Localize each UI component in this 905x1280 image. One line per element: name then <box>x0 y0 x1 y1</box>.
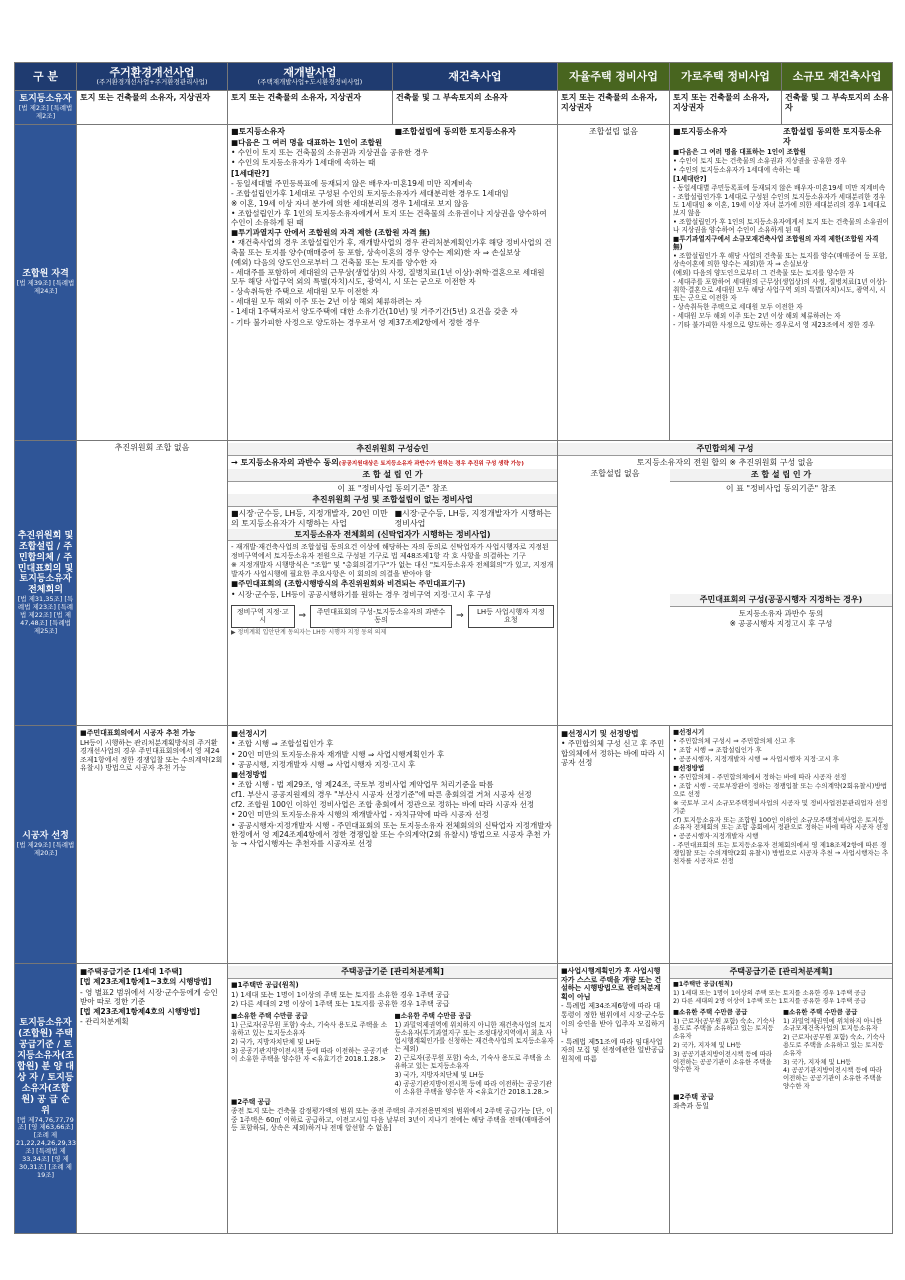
text-line: • 조합 시행 ⇒ 조합설립인가 후 <box>231 739 334 749</box>
supply-c23 <box>228 964 558 1234</box>
text-line: - 상속취득한 주택으로 세대원 모두 이전한 자 <box>673 303 803 312</box>
supply-t23r-list <box>395 1011 555 1097</box>
member-c6h: 조합설립 동의한 토지등소유자 <box>783 127 882 147</box>
text-line: ■투기과열지구에서 소규모재건축사업 조합원의 자격 제한(조합원 자격 無) <box>673 235 879 252</box>
text-line: [1세대란?] <box>231 168 270 178</box>
text-line: 토지등소유자 과반수 동의 <box>738 609 824 619</box>
text-line: 2) 다른 세대의 2명 이상이 1주택 또는 1토지를 공유한 경우 1주택 공급 <box>673 998 867 1006</box>
text-line: 2) 근로자(공무원 포함) 숙소, 기숙사 용도로 주택을 소유하고 있는 토지등소유자 <box>783 1033 885 1057</box>
text-line: • 주민합의체 - 주민합의체에서 정하는 바에 따라 시공자 선정 <box>673 772 847 781</box>
text-line: (예외) 다음의 양도인으로부터 그 건축물 또는 토지를 양수한 자 <box>673 269 855 278</box>
text-line: - 동일세대별 주민등록표에 등재되지 않은 배우자·미혼19세 미만 직계비속 <box>673 183 886 192</box>
member-c5h: ■토지등소유자 <box>673 127 727 137</box>
supply-c4-list <box>558 964 670 1234</box>
text-line: • 20인 미만의 토지등소유자 재개발 시행 ⇒ 사업시행계획인가 후 <box>231 749 445 759</box>
supply-t23a-list <box>231 981 554 1009</box>
text-line: ■선정시기 <box>673 728 705 737</box>
member-row <box>15 125 893 441</box>
text-line: ■선정방법 <box>673 764 705 773</box>
text-line: ■1주택만 공급(원칙) <box>673 981 733 989</box>
text-line: ■주택공급기준 [1세대 1주택] <box>80 967 183 977</box>
text-line: • 수인의 토지등소유자가 1세대에 속하는 때 <box>673 165 800 174</box>
promo-t2d-list <box>231 543 554 578</box>
flow-arrow-icon: ⇒ <box>456 610 464 621</box>
constructor-row <box>15 726 893 964</box>
text-line: 1) 과밀억제권역에 위치하지 아니한 소규모재건축사업의 토지등소유자 <box>783 1016 883 1033</box>
text-line: ※ 지정개발자 시행방식은 "조합" 및 "총회의결기구"가 없는 대신 "토지등소유자 전체회의"가 있고, 지정개발자가 사업시행에 필요한 주요사항은 이 회의의 의결을 받아야 함 <box>231 561 554 578</box>
text-line: • 공공시행자·지정개발자 시행 <box>673 832 759 841</box>
promo-h2c: 추진위원회 구성 및 조합설립이 없는 정비사업 <box>228 494 557 507</box>
text-line: • 조합 시행 - 국토부장관이 정하는 경쟁입찰 또는 수의계약(2회유찰시)방법으로 선정 <box>673 781 888 798</box>
flow-note: ▶ 정비계획 입안단계 동의자는 LH등 시행자 지정 동의 의제 <box>231 628 387 636</box>
text-line: • 조합설립인가 후 해당 사업의 건축물 또는 토지를 양수(매매증여 등 포함, 상속이혼에 의한 양수는 제외)한 자 ⇒ 손실보상 <box>673 252 888 269</box>
text-line: - 세대주를 포함하여 세대원의 근무상(생업상)의 사정, 질병치료(1년 이상)·취학·결혼으로 세대원 모두 해당 사업구역 외의 특별(자치)시도, 광역시, 시 또는 군으로 이전한 자 <box>231 267 545 287</box>
promo-h2d: 토지등소유자 전체회의 (신탁업자가 시행하는 정비사업) <box>228 529 557 542</box>
promo-t23b: 이 표 "정비사업 동의기준" 참조 <box>337 483 448 493</box>
text-line: 3) 공공기관지방이전시책 등에 따라 이전하는 공공기관이 소유한 주택을 양수한 자 <유효기간 2018.1.28.> <box>231 1046 389 1063</box>
member-c4: 조합설립 없음 <box>558 125 670 441</box>
promo-h456: 주민합의체 구성 <box>558 443 892 456</box>
text-line: 종전 토지 또는 건축물 감정평가액의 범위 또는 종전 주택의 주거전용면적의 범위에서 2주택 공급가능 [단, 이 중 1주택은 60㎡ 이하로 공급하고, 이전고시일 다음 날부터 3년이 지나기 전에는 해당 주택을 전매(매매증여 등 포함하되, 상속은 제외)하거나 전매 알선할 수 없음] <box>231 1107 553 1132</box>
text-line: [법 제23조제1항제1~3호의 시행방법] <box>80 977 212 987</box>
supply-t56l-list <box>673 1008 779 1092</box>
text-line: ■다음은 그 여러 명을 대표하는 1인이 조합원 <box>231 138 383 148</box>
text-line: - 영 별표2 범위에서 시장·군수등에게 승인받아 따로 정한 기준 <box>80 987 218 1006</box>
text-line: ■주민대표회의에서 시공자 추천 가능 <box>80 729 196 738</box>
corner-header: 구 분 <box>15 63 77 91</box>
header-row <box>15 63 893 91</box>
flow-step-3: LH등 사업시행자 지정 요청 <box>468 605 554 628</box>
text-line: ■소유한 주택 수만큼 공급 <box>394 1011 472 1020</box>
text-line: 1) 근로자(공무원 포함) 숙소, 기숙사 용도로 주택을 소유하고 있는 토지등소유자 <box>673 1016 775 1041</box>
supply-t23b-list <box>231 1098 554 1132</box>
promo-row <box>15 441 893 726</box>
member-c56 <box>670 125 893 441</box>
flow-step-2: 주민대표회의 구성-토지등소유자의 과반수 동의 <box>310 605 452 628</box>
promo-c1: 추진위원회 조합 없음 <box>77 441 228 726</box>
text-line: ■2주택 공급 <box>231 1097 271 1106</box>
text-line: cf) 토지등소유자 또는 조합원 100인 이하인 소규모주택정비사업은 토지등소유자 전체회의 또는 조합 총회에서 정관으로 정하는 바에 따라 시공자 선정 <box>673 815 889 832</box>
owner-c3: 건축물 및 그 부속토지의 소유자 <box>393 91 558 125</box>
text-line: 1) 1세대 또는 1명이 1이상의 주택 또는 토지를 소유한 경우 1주택 공급 <box>231 990 450 999</box>
comparison-table <box>14 62 893 1234</box>
text-line: 2) 국가, 지자체 및 LH등 <box>673 1041 742 1050</box>
constructor-c4-list <box>558 726 670 964</box>
supply-t56r-list <box>783 1008 889 1092</box>
text-line: - 기타 불가피한 사정으로 양도하는 경우로서 영 제23조에서 정한 경우 <box>673 321 875 330</box>
row-label-member: 조합원 자격 [법 제39조] [특례법 제24조] <box>15 125 77 441</box>
text-line: - 특례법 제34조제6항에 따라 대통령이 정한 범위에서 시장·군수등이의 승인을 받아 입주자 모집하거나 <box>561 1002 665 1037</box>
text-line: - 특례법 제51조에 따라 임대사업자의 모집 및 선정에관한 일반공급 원칙에 따름 <box>561 1037 665 1063</box>
text-line: - 세대주를 포함하여 세대원의 근무상(생업상)의 사정, 질병치료(1년 이상)·취학·결혼으로 세대원 모두 해당 사업구역 외의 특별(자치)시도, 광역시, 시 또는 군으로 이전한 자 <box>673 278 888 303</box>
text-line: • 재건축사업의 경우 조합설립인가 후, 재개발사업의 경우 관리처분계획인가후 해당 정비사업의 건축물 또는 토지를 양수(매매증여 등 포함, 상속이혼의 경우 양수는 제외)한 자 ⇒ 손실보상 <box>231 238 552 257</box>
supply-h23: 주택공급기준 [관리처분계획] <box>228 966 557 979</box>
constructor-c1-list <box>77 726 228 964</box>
constructor-c56-list <box>670 726 893 964</box>
text-line: 2) 근로자(공무원 포함) 숙소, 기숙사 용도로 주택을 소유하고 있는 토지등소유자 <box>394 1053 551 1070</box>
text-line: ■소유한 주택 수만큼 공급 <box>231 1011 308 1020</box>
owner-c4: 토지 또는 건축물의 소유자, 지상권자 <box>558 91 670 125</box>
flow-arrow-icon: ⇒ <box>298 610 307 621</box>
text-line: 1) 과밀억제권역에 위치하지 아니한 재건축사업의 토지등소유자(투기과열지구 또는 조정대상지역에서 최초 사업시행계획인가를 신청하는 재건축사업의 토지등소유자는 제외) <box>394 1020 554 1053</box>
comparison-document <box>14 62 892 1234</box>
text-line: - 세대원 모두 해외 이주 또는 2년 이상 해외 체류하려는 자 <box>673 312 841 321</box>
col-header-6: 소규모 재건축사업 <box>782 63 893 91</box>
text-line: ■2주택 공급 <box>673 1092 714 1101</box>
text-line: 좌측과 동일 <box>673 1102 710 1111</box>
promo-t56b-list <box>673 609 889 628</box>
supply-t23l-list <box>231 1011 391 1097</box>
promo-t56: 이 표 "정비사업 동의기준" 참조 <box>725 483 837 493</box>
promo-c4b: 조합설립 없음 <box>590 468 640 478</box>
promo-c456 <box>558 441 893 726</box>
text-line: • 공공시행자, 지정개발자 시행 ⇒ 사업시행자 지정·고시 후 <box>673 755 840 764</box>
text-line: - 주민대표회의 또는 토지등소유자 전체회의에서 영 제18조제2항에 따른 경쟁입찰 또는 수의계약(2회 유찰시) 방법으로 시공자 추천 → 사업시행자는 추천자를 시공자로 선정 <box>673 841 889 866</box>
row-label-supply: 토지등소유자(조합원) 주택공급기준 / 토지등소유자(조합원) 분 양 대 상 자 / 토지등소유자(조합원) 공 급 순 위 [법 제74,76,77,79조] [영 제63,66조] [조례 제21,22,24,26,29,33조] [특례법 제33,34조] [영 제30,31조] [조례 제19조] <box>15 964 77 1234</box>
promo-flow <box>231 605 554 628</box>
text-line: 4) 공공기관지방이전시책 등에 따라 이전하는 공공기관이 소유한 주택을 양수한 자 <box>783 1066 883 1091</box>
owner-c5: 토지 또는 건축물의 소유자, 지상권자 <box>670 91 782 125</box>
text-line: ※ 공공시행자 지정고시 후 구성 <box>729 619 833 629</box>
promo-t2e-list <box>231 579 554 598</box>
text-line: ※ 이혼, 19세 이상 자녀 분가에 의한 세대분리의 경우 1세대로 보지 않음 <box>231 198 469 208</box>
text-line: cf2. 조합원 100인 이하인 정비사업은 조합 총회에서 정관으로 정하는 바에 따라 시공자 선정 <box>231 800 535 810</box>
text-line: - 동일세대별 주민등록표에 등재되지 않은 배우자·미혼19세 미만 직계비속 <box>231 178 473 188</box>
flow-step-1: 정비구역 지정·고시 <box>231 605 295 628</box>
col-header-3: 재건축사업 <box>393 63 558 91</box>
text-line: 1) 1세대 또는 1명이 1이상의 주택 또는 토지를 소유한 경우 1주택 공급 <box>673 989 867 997</box>
text-line: • 주민합의체 구성시 ⇒ 주민합의체 신고 후 <box>673 737 796 746</box>
text-line: - 재개발·재건축사업의 조합설립 동의요건 이상에 해당하는 자의 동의로 신탁업자가 사업시행자로 지정된 정비구역에서 토지등소유자 전원으로 구성된 기구로 법 제48조제1항 각 호 사항을 의결하는 기구 <box>231 543 549 560</box>
col-header-1: 주거환경개선사업 (주거환경개선사업+주거환경관리사업) <box>77 63 228 91</box>
text-line: • 주민합의체 구성 신고 후 주민합의체에서 정하는 바에 따라 시공자 선정 <box>561 739 665 767</box>
text-line: ■1주택만 공급(원칙) <box>231 981 299 990</box>
text-line: ■사업시행계획인가 후 사업시행자가 스스로 주택을 개량 또는 건설하는 시행방법으로 관리처분계획이 아님 <box>561 967 662 1001</box>
text-line: - 1세대 1주택자로서 양도주택에 대한 소유기간(10년) 및 거주기간(5년) 요건을 갖춘 자 <box>231 307 518 317</box>
text-line: 3) 공공기관지방이전시책 등에 따라 이전하는 공공기관이 소유한 주택을 양수한 자 <box>673 1049 773 1074</box>
text-line: 3) 국가, 지자체 및 LH등 <box>783 1057 852 1066</box>
text-line: cf1. 부산시 공공지원제의 경우 "부산시 시공자 선정기준"에 따른 총회의결 거쳐 시공자 선정 <box>231 790 532 800</box>
text-line: 4) 공공기관지방이전시책 등에 따라 이전하는 공공기관이 소유한 주택을 양수한 자 <유효기간 2018.1.28.> <box>394 1079 552 1096</box>
text-line: - 기타 불가피한 사정으로 양도하는 경우로서 영 제37조제2항에서 정한 경우 <box>231 317 480 327</box>
col-header-2: 재개발사업 (주택재개발사업+도시환경정비사업) <box>228 63 393 91</box>
text-line: ※ 국토부 고시 소규모주택정비사업의 시공자 및 정비사업전문관리업자 선정기준 <box>673 798 888 815</box>
text-line: • 조합 시행 - 법 제29조, 영 제24조, 국토부 정비사업 계약업무 처리기준을 따름 <box>231 780 494 790</box>
owner-c6: 건축물 및 그 부속토지의 소유자 <box>782 91 893 125</box>
text-line: - 조합설립인가후 1세대로 구성된 수인의 토지등소유자가 세대분리한 경우도 1세대임 <box>231 188 509 198</box>
text-line: • 시장·군수등, LH등이 공공시행하기를 원하는 경우 정비구역 지정·고시 후 구성 <box>231 589 492 599</box>
text-line: ■선정방법 <box>231 769 268 779</box>
promo-t23a: → 토지등소유자의 과반수 동의(공공지원대상은 토지등소유자 과반수가 원하는 경우 추진위 구성 생략 가능) <box>231 458 524 468</box>
supply-c56 <box>670 964 893 1234</box>
text-line: 3) 국가, 지방자치단체 및 LH등 <box>394 1070 485 1079</box>
owner-c2: 토지 또는 건축물의 소유자, 지상권자 <box>228 91 393 125</box>
text-line: - 조합설립인가후 1세대로 구성된 수인의 토지등소유자가 세대분리한 경우도 1세대임 ※ 이혼, 19세 이상 자녀 분가에 의한 세대분리의 경우 1세대로 보지 않음 <box>673 192 887 218</box>
text-line: - 관리처분계획 <box>80 1017 129 1027</box>
text-line: - 상속취득한 주택으로 세대원 모두 이전한 자 <box>231 287 379 297</box>
text-line: • 공공시행, 지정개발자 시행 ⇒ 사업시행자 지정·고시 후 <box>231 759 416 769</box>
row-label-constructor: 시공자 선정 [법 제29조] [특례법 제20조] <box>15 726 77 964</box>
supply-c1-list <box>77 964 228 1234</box>
col-header-5: 가로주택 정비사업 <box>670 63 782 91</box>
text-line: ■주민대표회의 (조합시행방식의 추진위원회와 비견되는 주민대표기구) <box>231 579 466 589</box>
promo-c4a: 토지등소유자의 전원 합의 ※ 추진위원회 구성 없음 <box>636 458 814 468</box>
supply-h56: 주택공급기준 [관리처분계획] <box>670 966 892 979</box>
text-line: • 20인 미만의 토지등소유자 시행의 재개발사업 - 자치규약에 따라 시공자 선정 <box>231 810 489 820</box>
text-line: 2) 국가, 지방자치단체 및 LH등 <box>231 1037 321 1046</box>
text-line: • 조합 시행 ⇒ 조합설립인가 후 <box>673 746 762 755</box>
supply-t56a-list <box>673 981 889 1006</box>
text-line: ■소유한 주택 수만큼 공급 <box>783 1007 858 1016</box>
promo-h23b: 조 합 설 립 인 가 <box>228 469 557 482</box>
text-line: ■다음은 그 여러 명을 대표하는 1인이 조합원 <box>673 147 806 156</box>
member-c23 <box>228 125 558 441</box>
member-c1 <box>77 125 228 441</box>
text-line: ■소유한 주택 수만큼 공급 <box>673 1007 748 1016</box>
member-h2: ■토지등소유자 <box>231 127 285 137</box>
text-line: [1세대란?] <box>673 174 707 183</box>
text-line: • 수인이 토지 또는 건축물의 소유권과 지상권을 공유한 경우 <box>673 156 847 165</box>
row-label-owner: 토지등소유자 [법 제2조] [특례법 제2조] <box>15 91 77 125</box>
text-line: - 세대원 모두 해외 이주 또는 2년 이상 해외 체류하려는 자 <box>231 297 422 307</box>
promo-t2c-right: ■시장·군수등, LH등, 지정개발자가 시행하는 정비사업 <box>394 509 552 528</box>
owner-row <box>15 91 893 125</box>
text-line: • 수인의 토지등소유자가 1세대에 속하는 때 <box>231 158 376 168</box>
text-line: • 조합설립인가 후 1인의 토지등소유자에게서 토지 또는 건축물의 소유권이나 지상권을 양수하여 수인이 소유하게 된 때 <box>673 218 889 235</box>
constructor-c23-list <box>228 726 558 964</box>
row-label-promo: 추진위원회 및 조합설립 / 주민합의체 / 주민대표회의 및 토지등소유자 전체회의 [법 제31,35조] [특례법 제23조] [특례법 제22조] [법 제47,48조] [특례법 제25조] <box>15 441 77 726</box>
col-header-4: 자율주택 정비사업 <box>558 63 670 91</box>
text-line: [법 제23조제1항제4호의 시행방법] <box>80 1006 200 1016</box>
supply-row <box>15 964 893 1234</box>
owner-c1: 토지 또는 건축물의 소유자, 지상권자 <box>77 91 228 125</box>
member-h3: ■조합설립에 동의한 토지등소유자 <box>394 127 516 137</box>
promo-h56b: 주민대표회의 구성(공공시행자 지정하는 경우) <box>670 594 892 607</box>
text-line: (예외) 다음의 양도인으로부터 그 건축물 또는 토지를 양수한 자 <box>231 257 438 267</box>
text-line: 1) 근로자(공무원 포함) 숙소, 기숙사 용도로 주택을 소유하고 있는 토지등소유자 <box>231 1020 388 1037</box>
text-line: • 조합설립인가 후 1인의 토지등소유자에게서 토지 또는 건축물의 소유권이나 지상권을 양수하여 수인이 소유하게 된 때 <box>231 209 547 228</box>
member-main-list <box>231 138 554 327</box>
promo-h23a: 추진위원회 구성승인 <box>228 443 557 456</box>
text-line: • 공공시행자·지정개발자 시행 - 주민대표회의 또는 토지등소유자 전체회의의 신탁업자 지정개발자 한정에서 영 제24조제4항에서 정한 경쟁입찰 또는 수의계약(2회 유찰시) 방법으로 시공자 추천 가능 → 사업시행자는 추천자를 시공자로 선정 <box>231 820 552 848</box>
promo-t2c-left: ■시장·군수등, LH등, 지정개발자, 20인 미만의 토지등소유자가 시행하는 사업 <box>231 509 388 528</box>
promo-h56: 조 합 설 립 인 가 <box>670 469 892 482</box>
text-line: ■투기과열지구 안에서 조합원의 자격 제한 (조합원 자격 無) <box>231 228 431 238</box>
supply-t56b-list <box>673 1093 889 1111</box>
text-line: ■선정시기 <box>231 729 268 739</box>
text-line: LH등이 시행하는 관리처분계획방식의 주거환경개선사업의 경우 주민대표회의에서 영 제24조제1항에서 정한 경쟁입찰 또는 수의계약(2회 유찰시) 방법으로 시공자 추천 가능 <box>80 738 223 773</box>
text-line: • 수인이 토지 또는 건축물의 소유권과 지상권을 공유한 경우 <box>231 148 429 158</box>
promo-c56-box <box>673 469 889 630</box>
text-line: ■선정시기 및 선정방법 <box>561 729 639 739</box>
member-c56-list <box>673 148 889 330</box>
text-line: 2) 다른 세대의 2명 이상이 1주택 또는 1토지를 공유한 경우 1주택 공급 <box>231 1000 450 1009</box>
promo-c23 <box>228 441 558 726</box>
